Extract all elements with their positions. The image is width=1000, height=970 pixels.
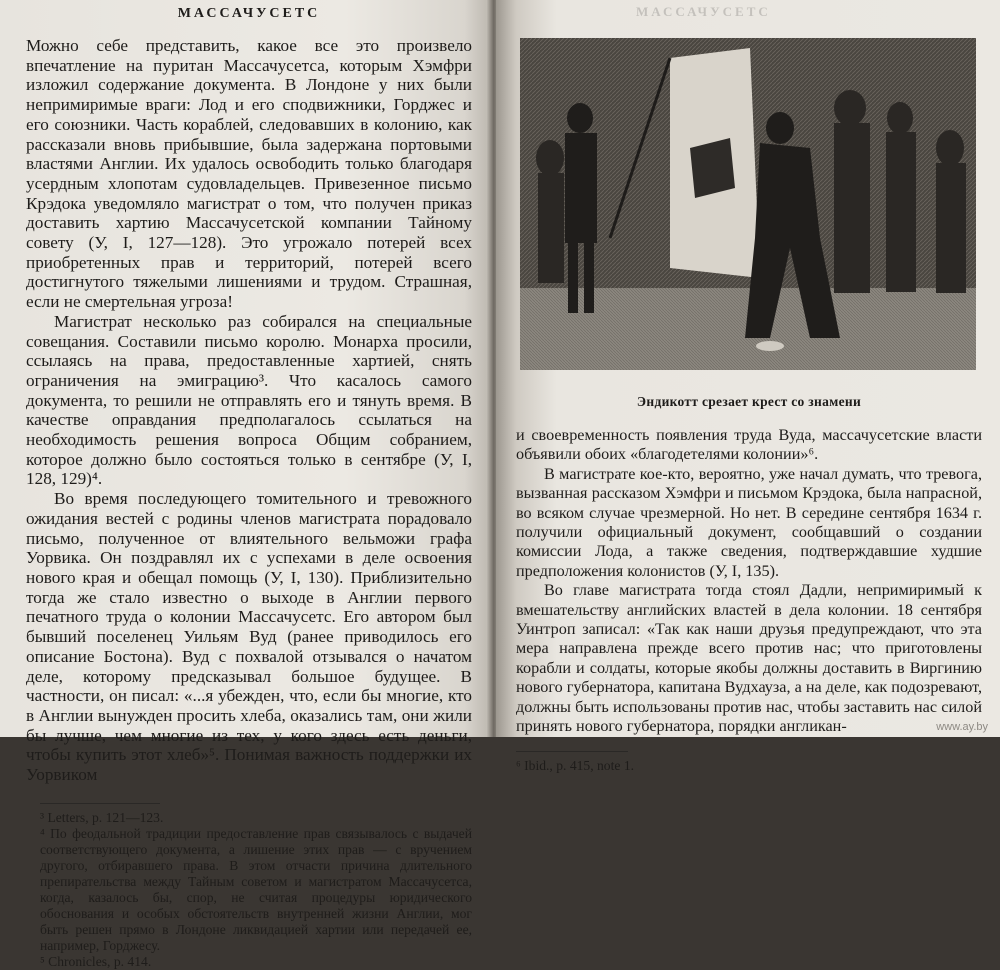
footnote: ³ Letters, p. 121—123. <box>40 809 164 825</box>
footnote: ⁵ Chronicles, p. 414. <box>40 953 152 969</box>
paragraph: В магистрате кое-кто, вероятно, уже начал думать, что тревога, вызванная рассказом Хэмфри и письмом Крэдока, была напрасной, во всяком случае чрезмерной. Но нет. В середине сентября 1634 г. получили официальный документ, сообщавший о создании комиссии Лода, а также сведения, подтверждавшие худшие предположения колонистов (У, I, 135). <box>516 464 982 580</box>
paragraph: и своевременность появления труда Вуда, массачусетские власти объявили обоих «благодетелями колонии»⁶. <box>516 426 982 464</box>
footnotes <box>26 810 472 970</box>
paragraph: Во время последующего томительного и тревожного ожидания вестей с родины членов магистрата порадовало письмо, полученное от влиятельного вельможи графа Уорвика. Он поздравлял их с успехами в деле освоения нового края и обещал помощь (У, I, 130). Приблизительно тогда же стало известно о выходе в Англии первого печатного труда о колонии Массачусетс. Его автором был бывший поселенец Уильям Вуд (ранее приводилось его описание Бостона). Вуд с похвалой отзывался о начатом деле, которому предсказывал большое будущее. В частности, он писал: «...я убежден, что, если бы многие, кто в Англии вынужден просить хлеба, оказались там, они жили бы лучше, чем многие из тех, у кого здесь есть деньги, чтобы купить этот хлеб»⁵. Понимая важность поддержки их Уорвиком <box>26 489 472 785</box>
engraving-illustration <box>520 38 976 370</box>
watermark: www.ay.by <box>936 721 988 733</box>
left-page <box>0 0 494 969</box>
footnote: ⁴ По феодальной традиции предоставление прав связывалось с выдачей соответствующего документа, а лишение этих прав — с вручением другого, отбиравшего права. В этом отчасти причина длительного препирательства между Тайным советом и магистратом Массачусетса, когда, казалось бы, спор, не считая процедуры юридического обоснования и особых обстоятельств внутренней жизни Англии, мог быть решен прямо в Лондоне ликвидацией хартии или передачей ее, например, Горджесу. <box>40 825 472 953</box>
footnote-divider <box>40 803 160 804</box>
engraving-image <box>520 38 976 370</box>
paragraph: Можно себе представить, какое все это произвело впечатление на пуритан Массачусетса, которым Хэмфри изложил содержание документа. В Лондоне у них были непримиримые враги: Лод и его сподвижники, Горджес и его союзники. Часть кораблей, следовавших в колонию, как рассказали вновь прибывшие, была задержана портовыми властями Англии. Их удалось освободить только благодаря усердным хлопотам судовладельцев. Привезенное письмо Крэдока уведомляло магистрат о том, что получен приказ доставить хартию Массачусетской компании Тайному совету (У, I, 127—128). Это угрожало потерей всех приобретенных прав и территорий, потерей всего достигнутого тяжелыми лишениями и трудом. Страшная, если не смертельная угроза! <box>26 36 472 312</box>
footnotes <box>516 758 982 774</box>
paragraph: Магистрат несколько раз собирался на специальные совещания. Составили письмо королю. Монарха просили, ссылаясь на права, предоставленные хартией, снять ограничения на эмиграцию³. Что касалось самого документа, то решили не отправлять его и тянуть время. В качестве оправдания предполагалось ссылаться на необходимость решения вопроса Общим собранием, которое должно было состояться только в сентябре (У, I, 128, 129)⁴. <box>26 311 472 489</box>
paragraph: Во главе магистрата тогда стоял Дадли, непримиримый к вмешательству английских властей в дела колонии. 18 сентября Уинтроп записал: «Так как наши друзья предупреждают, что эта мера направлена прежде всего против нас; что приготовлены корабли и солдаты, которые якобы должны доставить в Виргинию нового губернатора, капитана Вудхауза, а на деле, как подозревают, должны быть использованы против нас, чтобы заставить нас силой принять нового губернатора, порядки англикан- <box>516 581 982 736</box>
footnote-divider <box>516 751 628 752</box>
running-head: МАССАЧУСЕТС <box>177 6 321 21</box>
right-page <box>496 0 1000 773</box>
footnote: ⁶ Ibid., p. 415, note 1. <box>516 757 635 773</box>
faded-running-head: МАССАЧУСЕТС <box>636 4 771 19</box>
figure-caption: Эндикотт срезает крест со знамени <box>636 394 862 409</box>
